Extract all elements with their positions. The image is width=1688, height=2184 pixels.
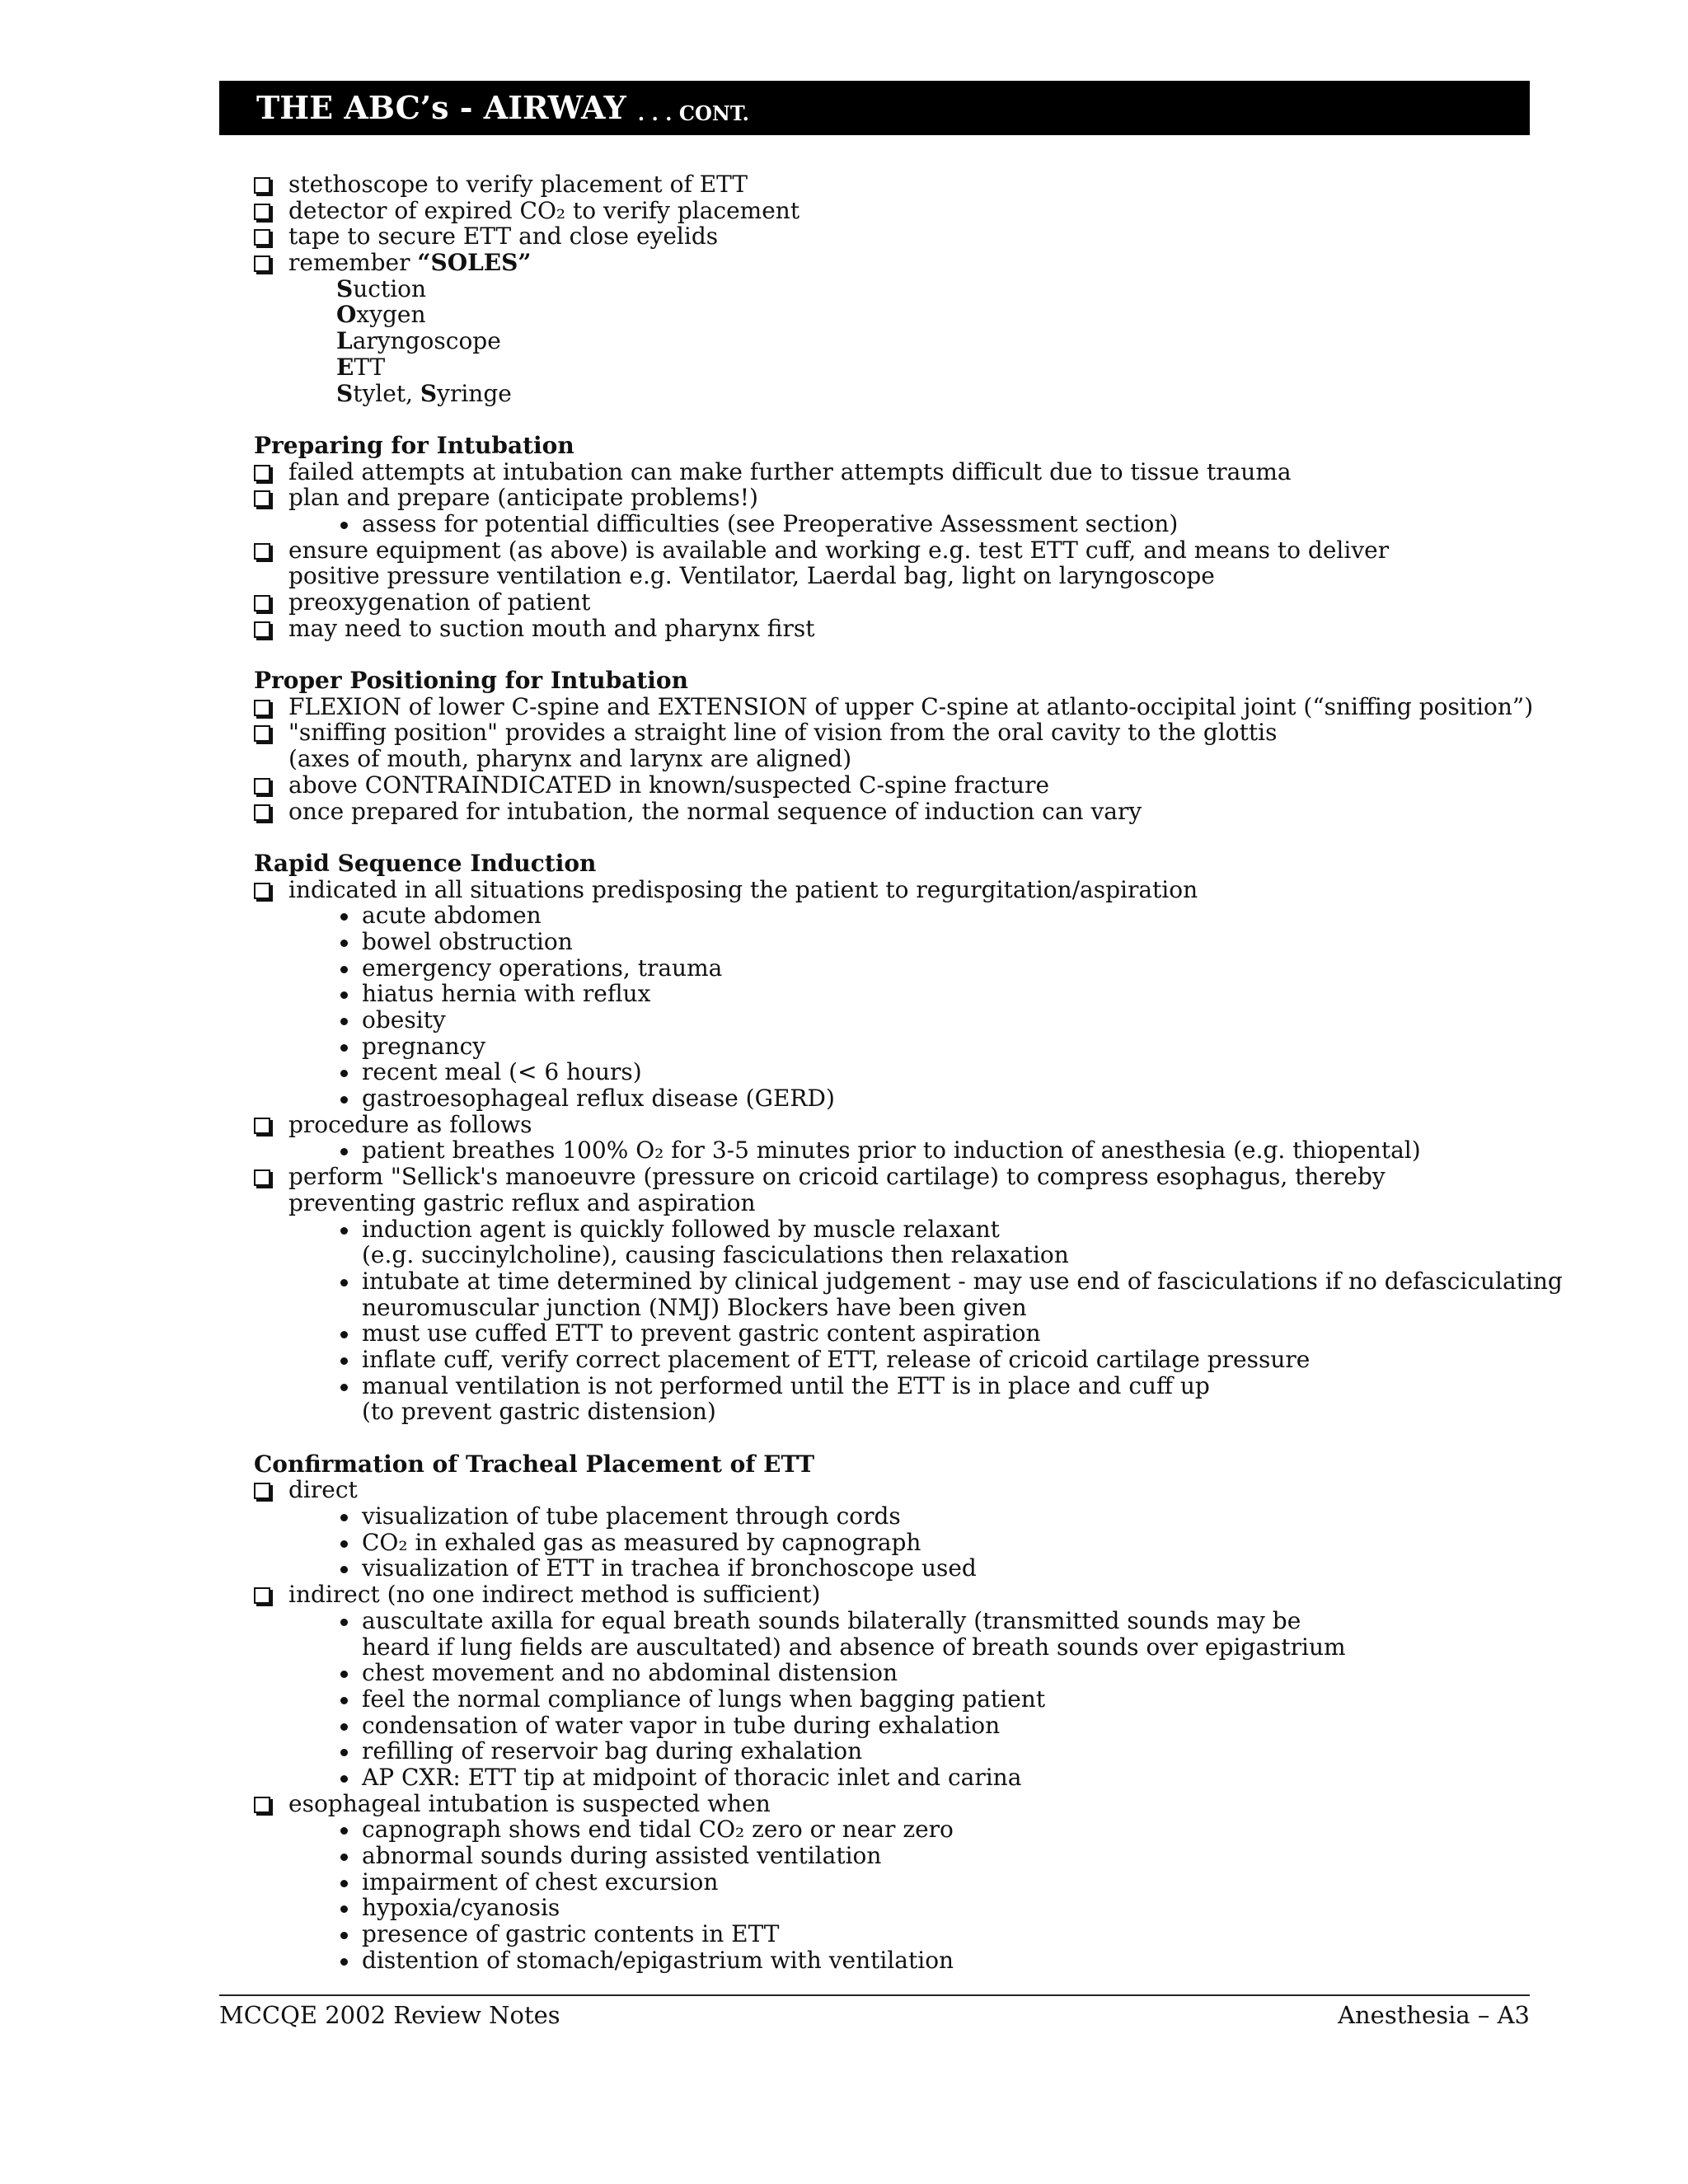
bullet-item: pregnancy (254, 1033, 1540, 1060)
list-item: indicated in all situations predisposing the patient to regurgitation/aspiration (254, 877, 1540, 903)
list-item: remember “SOLES” (254, 250, 1540, 276)
bullet-item: AP CXR: ETT tip at midpoint of thoracic inlet and carina (254, 1765, 1540, 1791)
bullet-icon (340, 1854, 348, 1861)
bullet-item: hiatus hernia with reflux (254, 981, 1540, 1007)
list-item: tape to secure ETT and close eyelids (254, 223, 1540, 250)
bullet-icon (340, 1096, 348, 1104)
bullet-icon (340, 1880, 348, 1887)
bullet-item: bowel obstruction (254, 929, 1540, 955)
footer-page-number: Anesthesia – A3 (1338, 2001, 1530, 2029)
bullet-icon (340, 522, 348, 529)
bullet-icon (340, 1905, 348, 1913)
list-item: may need to suction mouth and pharynx first (254, 616, 1540, 642)
bullet-icon (340, 1671, 348, 1678)
list-item-continuation: positive pressure ventilation e.g. Ventilator, Laerdal bag, light on laryngoscope (288, 562, 1215, 590)
checkbox-bullet-icon (254, 229, 270, 246)
bullet-item: emergency operations, trauma (254, 955, 1540, 982)
bullet-icon (340, 1619, 348, 1626)
soles-item: Stylet, Syringe (336, 379, 512, 407)
list-item: procedure as follows (254, 1112, 1540, 1138)
soles-mnemonic: “SOLES” (417, 249, 532, 277)
bullet-item: feel the normal compliance of lungs when bagging patient (254, 1686, 1540, 1713)
list-item: failed attempts at intubation can make further attempts difficult due to tissue trauma (254, 459, 1540, 485)
section-heading: Rapid Sequence Induction (254, 849, 597, 877)
list-item: ensure equipment (as above) is available and working e.g. test ETT cuff, and means to deliver (254, 537, 1540, 564)
bullet-item: assess for potential difficulties (see Preoperative Assessment section) (254, 511, 1540, 537)
bullet-item-continuation: neuromuscular junction (NMJ) Blockers have been given (362, 1293, 1027, 1321)
list-item-continuation: preventing gastric reflux and aspiration (288, 1188, 756, 1216)
bullet-item: capnograph shows end tidal CO₂ zero or near zero (254, 1816, 1540, 1843)
list-item: "sniffing position" provides a straight line of vision from the oral cavity to the glottis (254, 719, 1540, 746)
list-item: stethoscope to verify placement of ETT (254, 171, 1540, 198)
checkbox-bullet-icon (254, 621, 270, 638)
list-item-continuation: (axes of mouth, pharynx and larynx are aligned) (288, 745, 852, 773)
list-item: FLEXION of lower C-spine and EXTENSION of upper C-spine at atlanto-occipital joint (“sniffing position”) (254, 694, 1540, 720)
bullet-icon (340, 966, 348, 973)
footer-divider (219, 1994, 1530, 1996)
soles-item: Suction (336, 274, 427, 302)
bullet-icon (340, 913, 348, 921)
section-heading: Proper Positioning for Intubation (254, 667, 688, 695)
checkbox-bullet-icon (254, 778, 270, 794)
bullet-icon (340, 1697, 348, 1704)
bullet-item: must use cuffed ETT to prevent gastric content aspiration (254, 1320, 1540, 1347)
bullet-icon (340, 1227, 348, 1235)
checkbox-bullet-icon (254, 804, 270, 821)
bullet-item: chest movement and no abdominal distension (254, 1660, 1540, 1686)
checkbox-bullet-icon (254, 490, 270, 507)
soles-item: Oxygen (336, 301, 426, 329)
list-item: above CONTRAINDICATED in known/suspected C-spine fracture (254, 772, 1540, 799)
bullet-icon (340, 1279, 348, 1286)
bullet-icon (340, 1357, 348, 1365)
bullet-icon (340, 1932, 348, 1939)
section-heading: Preparing for Intubation (254, 431, 574, 459)
bullet-item-continuation: (to prevent gastric distension) (362, 1398, 716, 1426)
bullet-item: recent meal (< 6 hours) (254, 1059, 1540, 1085)
list-item: esophageal intubation is suspected when (254, 1791, 1540, 1817)
bullet-icon (340, 1958, 348, 1966)
bullet-item-continuation: (e.g. succinylcholine), causing fasciculations then relaxation (362, 1241, 1069, 1269)
bullet-item: condensation of water vapor in tube during exhalation (254, 1713, 1540, 1739)
checkbox-bullet-icon (254, 1169, 270, 1186)
soles-item: Laryngoscope (336, 327, 501, 355)
bullet-item: hypoxia/cyanosis (254, 1895, 1540, 1921)
footer-source: MCCQE 2002 Review Notes (219, 2001, 560, 2029)
bullet-item: impairment of chest excursion (254, 1869, 1540, 1896)
bullet-item: abnormal sounds during assisted ventilation (254, 1843, 1540, 1869)
bullet-item: manual ventilation is not performed until the ETT is in place and cuff up (254, 1373, 1540, 1399)
bullet-item: patient breathes 100% O₂ for 3-5 minutes prior to induction of anesthesia (e.g. thiopental) (254, 1137, 1540, 1164)
checkbox-bullet-icon (254, 177, 270, 194)
bullet-item: distention of stomach/epigastrium with ventilation (254, 1947, 1540, 1974)
checkbox-bullet-icon (254, 1587, 270, 1604)
bullet-icon (340, 1148, 348, 1155)
checkbox-bullet-icon (254, 465, 270, 481)
bullet-icon (340, 940, 348, 947)
bullet-item: auscultate axilla for equal breath sounds bilaterally (transmitted sounds may be (254, 1608, 1540, 1634)
bullet-item: presence of gastric contents in ETT (254, 1921, 1540, 1947)
section-title-cont: . . . CONT. (637, 101, 749, 125)
bullet-item: inflate cuff, verify correct placement of ETT, release of cricoid cartilage pressure (254, 1347, 1540, 1373)
checkbox-bullet-icon (254, 543, 270, 560)
list-item: preoxygenation of patient (254, 589, 1540, 616)
checkbox-bullet-icon (254, 204, 270, 220)
checkbox-bullet-icon (254, 1118, 270, 1134)
page-content (254, 171, 1563, 1974)
bullet-icon (340, 1723, 348, 1731)
section-header-bar (219, 81, 1530, 135)
bullet-item: gastroesophageal reflux disease (GERD) (254, 1085, 1540, 1112)
list-item: once prepared for intubation, the normal sequence of induction can vary (254, 799, 1540, 825)
bullet-icon (340, 1384, 348, 1391)
bullet-icon (340, 1566, 348, 1573)
bullet-icon (340, 1514, 348, 1521)
bullet-item: visualization of tube placement through cords (254, 1503, 1540, 1530)
section-title: THE ABC’s - AIRWAY (256, 89, 626, 126)
section-heading: Confirmation of Tracheal Placement of ETT (254, 1450, 815, 1478)
bullet-icon (340, 1018, 348, 1025)
bullet-icon (340, 1540, 348, 1548)
bullet-item: intubate at time determined by clinical judgement - may use end of fasciculations if no defasciculating (254, 1268, 1540, 1295)
bullet-item: obesity (254, 1007, 1540, 1033)
bullet-icon (340, 1827, 348, 1835)
checkbox-bullet-icon (254, 595, 270, 612)
bullet-icon (340, 1070, 348, 1077)
list-item: indirect (no one indirect method is sufficient) (254, 1582, 1540, 1608)
bullet-item: CO₂ in exhaled gas as measured by capnograph (254, 1530, 1540, 1556)
bullet-icon (340, 1044, 348, 1052)
bullet-item: refilling of reservoir bag during exhalation (254, 1738, 1540, 1765)
bullet-item: induction agent is quickly followed by muscle relaxant (254, 1216, 1540, 1243)
soles-item: ETT (336, 353, 386, 381)
list-item: plan and prepare (anticipate problems!) (254, 485, 1540, 511)
bullet-item-continuation: heard if lung fields are auscultated) and absence of breath sounds over epigastrium (362, 1633, 1346, 1661)
checkbox-bullet-icon (254, 255, 270, 272)
checkbox-bullet-icon (254, 1483, 270, 1499)
checkbox-bullet-icon (254, 700, 270, 716)
bullet-icon (340, 1749, 348, 1756)
bullet-icon (340, 991, 348, 999)
checkbox-bullet-icon (254, 1797, 270, 1813)
checkbox-bullet-icon (254, 725, 270, 742)
checkbox-bullet-icon (254, 883, 270, 899)
list-item: perform "Sellick's manoeuvre (pressure on cricoid cartilage) to compress esophagus, thereby (254, 1164, 1540, 1190)
bullet-item: visualization of ETT in trachea if bronchoscope used (254, 1555, 1540, 1582)
list-item: direct (254, 1477, 1540, 1503)
bullet-icon (340, 1775, 348, 1783)
list-item: detector of expired CO₂ to verify placement (254, 198, 1540, 224)
bullet-icon (340, 1331, 348, 1338)
bullet-item: acute abdomen (254, 902, 1540, 929)
